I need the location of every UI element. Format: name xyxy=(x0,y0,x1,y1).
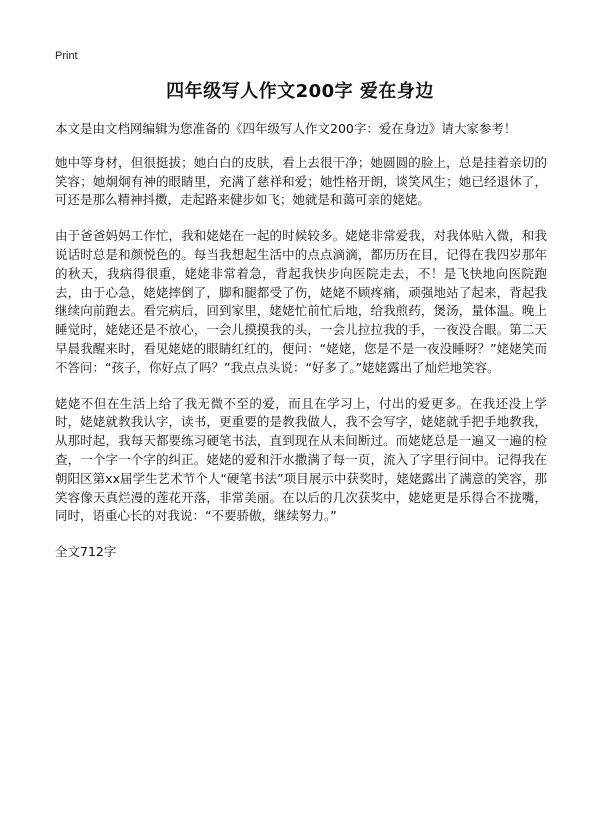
article-title: 四年级写人作文200字 爱在身边 xyxy=(166,81,434,102)
body-paragraph-1: 她中等身材，但很挺拔；她白白的皮肤，看上去很干净；她圆圆的脸上，总是挂着亲切的笑容；她炯炯有神的眼睛里，充满了慈祥和爱；她性格开朗，谈笑风生；她已经退休了，可还是那么精神抖擞，走起路来健步如飞；她就是和蔼可亲的姥姥。 xyxy=(55,154,547,208)
body-paragraph-3: 姥姥不但在生活上给了我无微不至的爱，而且在学习上，付出的爱更多。在我还没上学时，姥姥就教我认字，读书，更重要的是教我做人，我不会写字，姥姥就手把手地教我，从那时起，我每天都要练习硬笔书法，直到现在从未间断过。而姥姥总是一遍又一遍的检查，一个字一个字的纠正。姥姥的爱和汗水撒满了每一页，流入了字里行间中。记得我在朝阳区第xx届学生艺术节个人“硬笔书法”项目展示中获奖时，姥姥露出了满意的笑容，那笑容像天真烂漫的莲花开落，非常美丽。在以后的几次获奖中，姥姥更是乐得合不拢嘴，同时，语重心长的对我说：“不要骄傲，继续努力。” xyxy=(55,395,547,524)
print-label: Print xyxy=(55,50,78,62)
article-body xyxy=(55,120,547,561)
intro-paragraph: 本文是由文档网编辑为您准备的《四年级写人作文200字：爱在身边》请大家参考！ xyxy=(55,121,517,136)
body-paragraph-2: 由于爸爸妈妈工作忙，我和姥姥在一起的时候较多。姥姥非常爱我，对我体贴入微，和我说话时总是和颜悦色的。每当我想起生活中的点点滴滴，都历历在目，记得在我四岁那年的秋天，我病得很重，姥姥非常着急，背起我快步向医院走去，不！是飞快地向医院跑去，由于心急，姥姥摔倒了，脚和腿都受了伤，姥姥不顾疼痛，顽强地站了起来，背起我继续向前跑去。看完病后，回到家里，姥姥忙前忙后地，给我煎药，煲汤，量体温。晚上睡觉时，姥姥还是不放心，一会儿摸摸我的头，一会儿拉拉我的手，一夜没合眼。第二天早晨我醒来时，看见姥姥的眼睛红红的，便问：“姥姥，您是不是一夜没睡呀？”姥姥笑而不答问：“孩子，你好点了吗？”我点点头说：“好多了。”姥姥露出了灿烂地笑容。 xyxy=(55,228,547,375)
word-count: 全文712字 xyxy=(55,544,117,560)
